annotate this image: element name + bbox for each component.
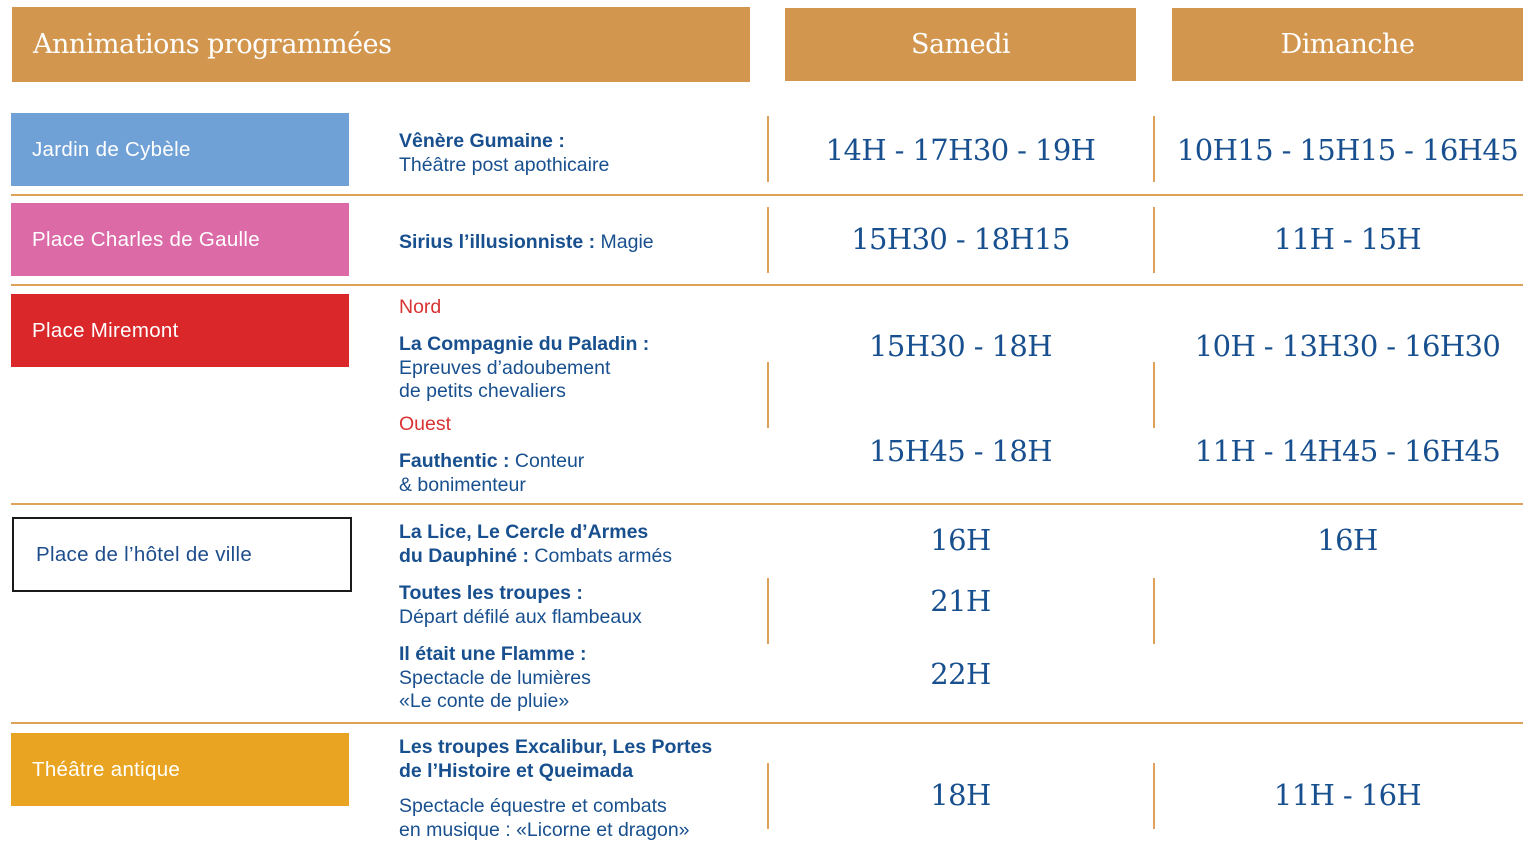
location-theatre-antique: Théâtre antique — [11, 733, 349, 806]
header-sunday: Dimanche — [1172, 8, 1523, 81]
activity-title: La Compagnie du Paladin : — [399, 333, 650, 355]
activity-spectacle-equestre — [399, 795, 690, 842]
location-place-miremont: Place Miremont — [11, 294, 349, 367]
row-divider — [11, 284, 1523, 286]
activity-description: Conteur — [509, 450, 585, 472]
saturday-times: 16H — [930, 523, 991, 557]
activity-sirius — [399, 231, 654, 255]
saturday-times: 15H30 - 18H — [869, 329, 1052, 363]
column-divider — [767, 763, 769, 829]
zone-label-ouest: Ouest — [399, 413, 452, 435]
activity-title: La Lice, Le Cercle d’Armes — [399, 521, 649, 543]
row-divider — [11, 722, 1523, 724]
saturday-times: 15H30 - 18H15 — [851, 222, 1070, 256]
activity-compagnie-du-paladin — [399, 333, 649, 404]
location-jardin-de-cybele: Jardin de Cybèle — [11, 113, 349, 186]
activity-description: Théâtre post apothicaire — [399, 153, 610, 176]
activity-title: Sirius l’illusionniste : — [399, 231, 596, 253]
activity-description: «Le conte de pluie» — [399, 690, 570, 712]
column-divider — [1153, 116, 1155, 182]
activity-title: Vênère Gumaine : — [399, 130, 565, 152]
column-divider — [1153, 362, 1155, 428]
activity-title: Toutes les troupes : — [399, 582, 583, 604]
sunday-times: 11H - 15H — [1273, 222, 1422, 256]
saturday-times: 21H — [930, 584, 991, 618]
column-divider — [767, 207, 769, 273]
activity-title: du Dauphiné : — [399, 544, 529, 567]
activity-venere-gumaine — [399, 130, 609, 177]
activity-title: Il était une Flamme : — [399, 643, 587, 665]
activity-description: en musique : «Licorne et dragon» — [399, 818, 690, 841]
activity-description: Combats armés — [529, 544, 673, 567]
activity-title: de l’Histoire et Queimada — [399, 759, 634, 782]
sunday-times: 11H - 16H — [1273, 778, 1422, 812]
activity-description: Epreuves d’adoubement — [399, 356, 611, 379]
sunday-times: 16H — [1317, 523, 1378, 557]
location-place-charles-de-gaulle: Place Charles de Gaulle — [11, 203, 349, 276]
row-divider — [11, 194, 1523, 196]
activity-il-etait-une-flamme — [399, 643, 591, 714]
activity-title: Fauthentic : — [399, 450, 510, 472]
sunday-times: 10H15 - 15H15 - 16H45 — [1176, 133, 1519, 167]
column-divider — [1153, 578, 1155, 644]
column-divider — [767, 362, 769, 428]
activity-fauthentic — [399, 450, 584, 497]
saturday-times: 15H45 - 18H — [869, 434, 1052, 468]
activity-description: de petits chevaliers — [399, 380, 566, 402]
sunday-times: 11H - 14H45 - 16H45 — [1194, 434, 1501, 468]
sunday-times: 10H - 13H30 - 16H30 — [1194, 329, 1501, 363]
saturday-times: 22H — [930, 657, 991, 691]
activity-description: Départ défilé aux flambeaux — [399, 605, 642, 628]
row-divider — [11, 503, 1523, 505]
saturday-times: 14H - 17H30 - 19H — [825, 133, 1096, 167]
zone-label-nord: Nord — [399, 296, 442, 318]
column-divider — [767, 578, 769, 644]
activity-description: & bonimenteur — [399, 473, 526, 496]
activity-title: Les troupes Excalibur, Les Portes — [399, 736, 713, 758]
activity-description: Spectacle de lumières — [399, 666, 591, 689]
header-title: Annimations programmées — [12, 7, 750, 82]
header-saturday: Samedi — [785, 8, 1136, 81]
activity-troupes-excalibur — [399, 736, 712, 783]
saturday-times: 18H — [930, 778, 991, 812]
location-place-hotel-de-ville: Place de l’hôtel de ville — [12, 517, 352, 592]
activity-description: Spectacle équestre et combats — [399, 795, 667, 817]
activity-la-lice — [399, 521, 672, 568]
column-divider — [1153, 207, 1155, 273]
column-divider — [767, 116, 769, 182]
column-divider — [1153, 763, 1155, 829]
activity-description: Magie — [595, 231, 654, 253]
activity-toutes-les-troupes — [399, 582, 642, 629]
